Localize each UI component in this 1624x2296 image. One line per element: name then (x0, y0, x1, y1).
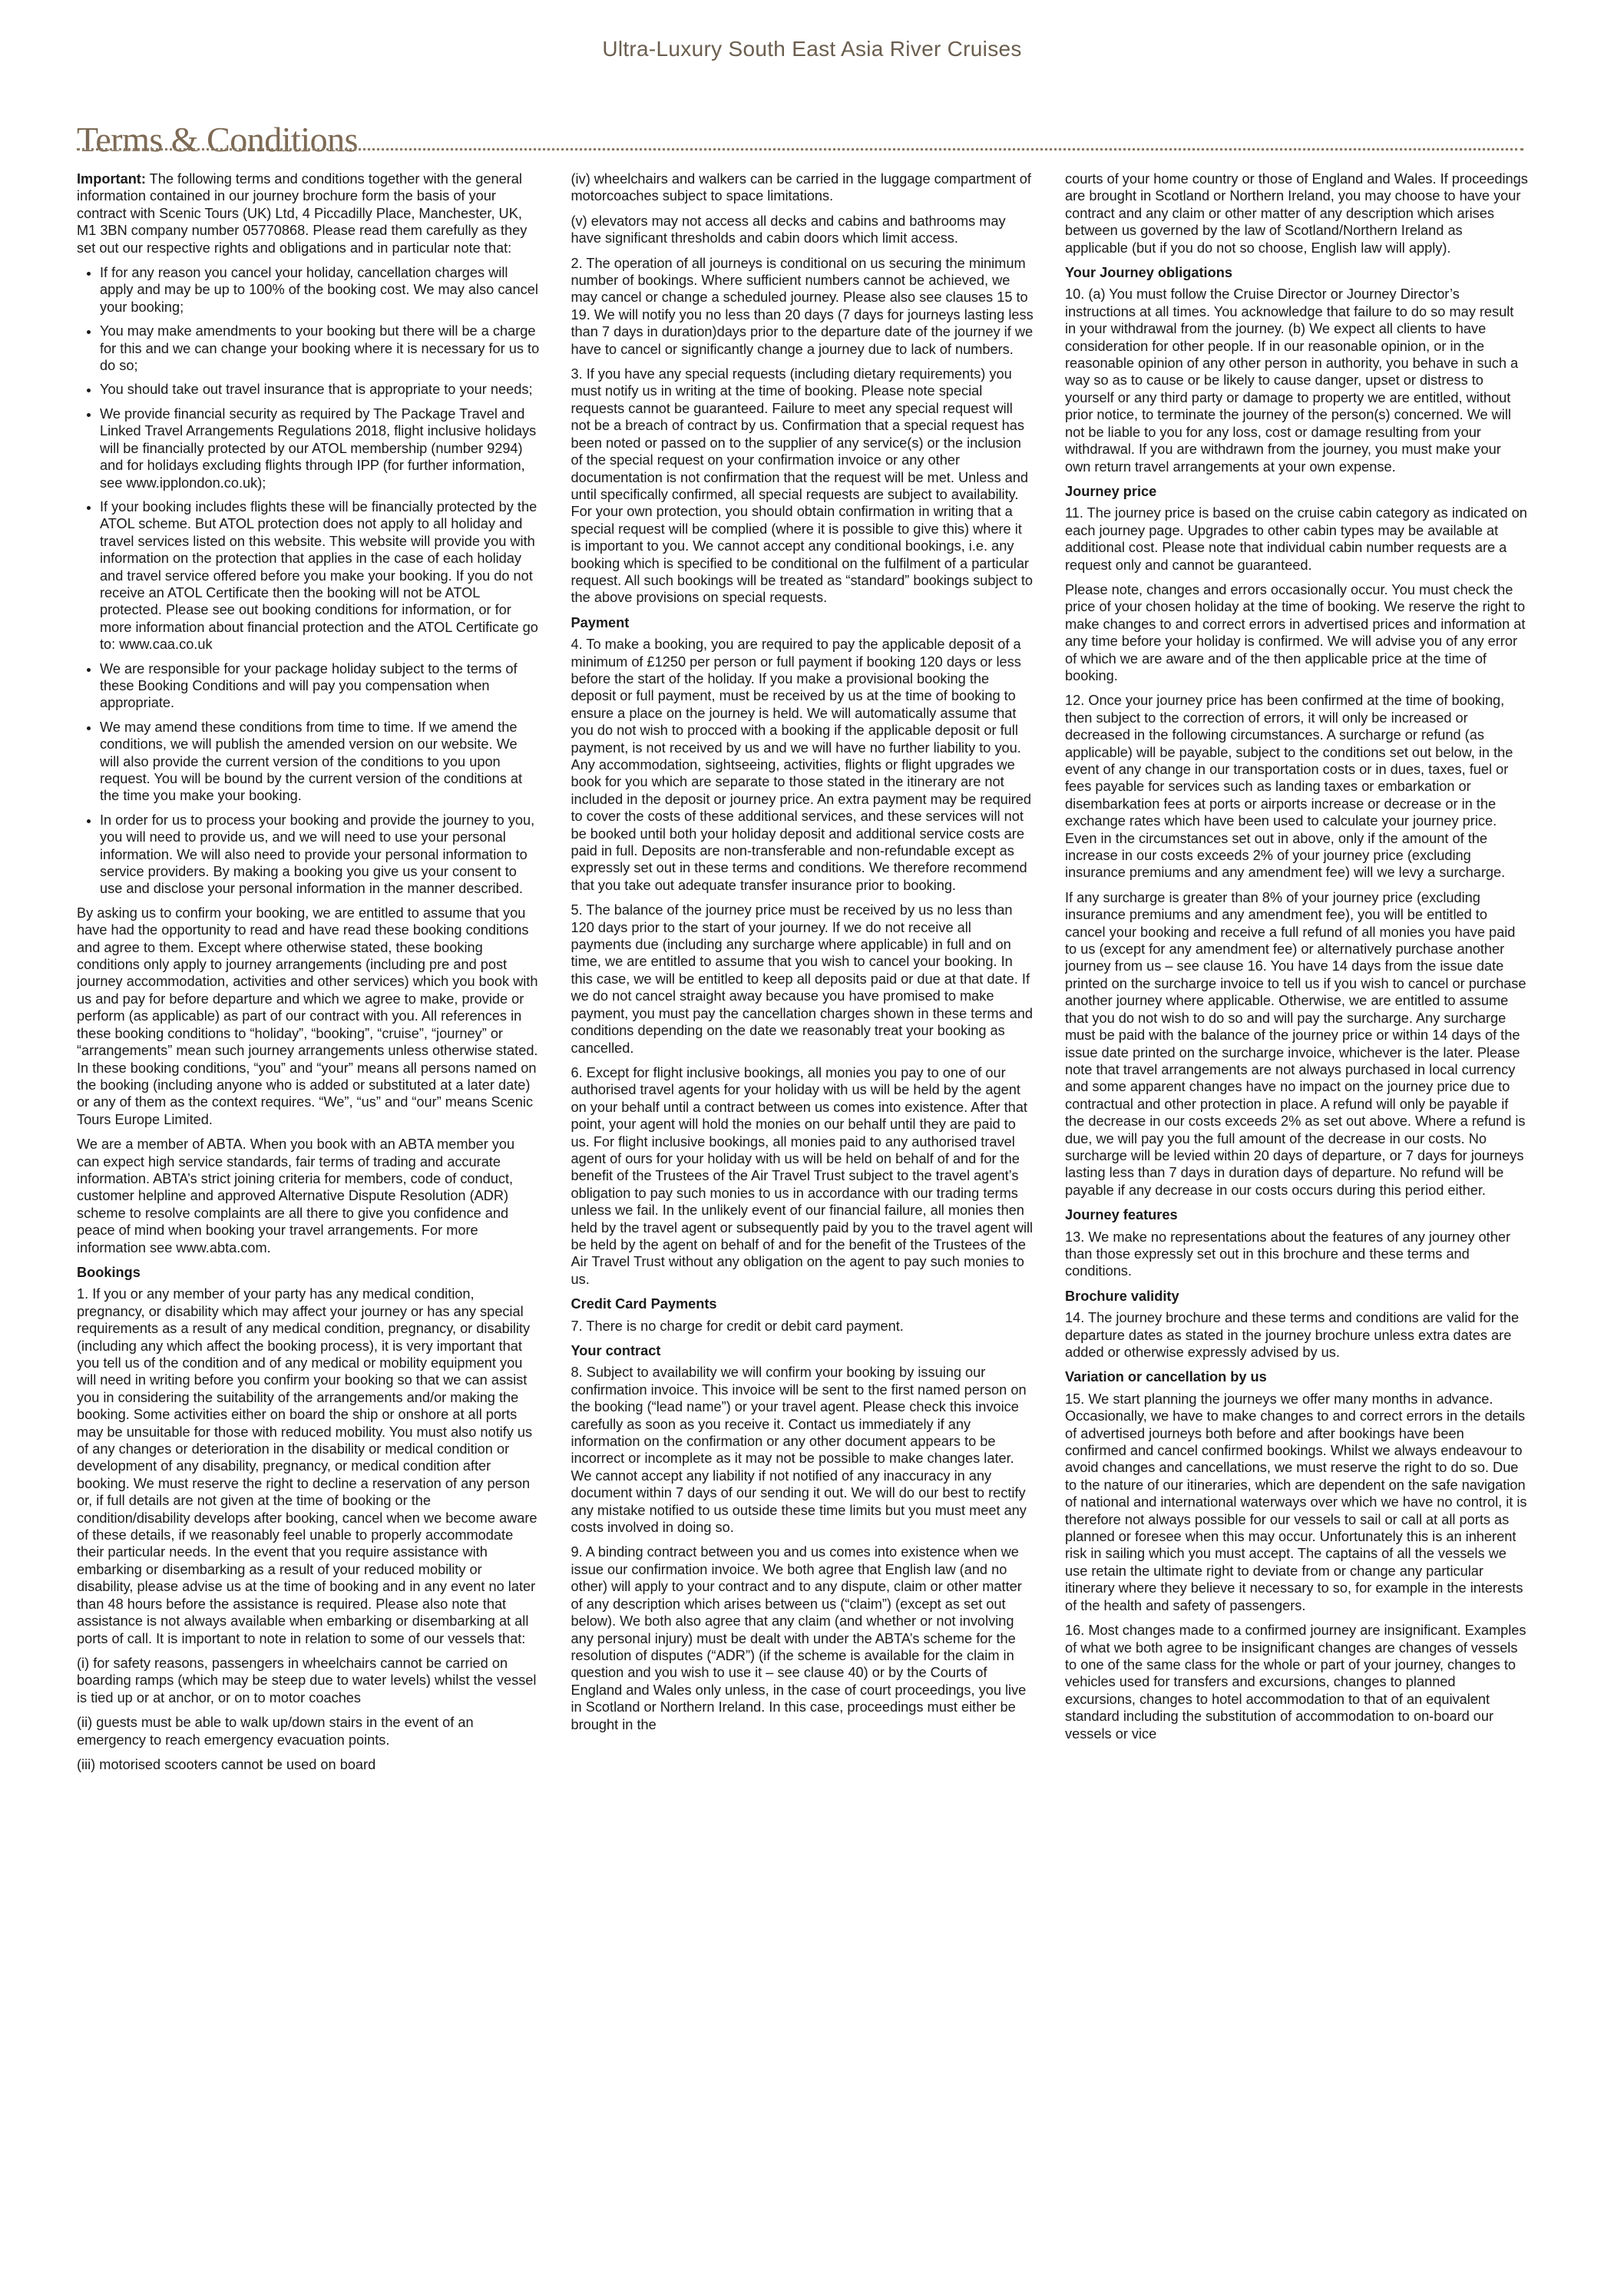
intro-paragraph (77, 170, 540, 256)
section-heading-variation: Variation or cancellation by us (1065, 1369, 1267, 1385)
intro-text: The following terms and conditions together with the general information contained in our journey brochure form the basis of your contract with Scenic Tours (UK) Ltd, 4 Piccadilly Place, Manchester, UK, M1 3BN company number 05770868. Please read them carefully as they set out our respective rights and obligations and in particular note that: (77, 171, 528, 256)
column-3 (1065, 170, 1528, 2274)
clause-1-i: (i) for safety reasons, passengers in wheelchairs cannot be carried on boarding ramps (which may be steep due to water levels) whilst the vessel is tied up or at anchor, or on to motor coaches (77, 1655, 537, 1705)
list-item: • In order for us to process your booking and provide the journey to you, you will need to provide us, and we will need to use your personal information. We will also need to provide your personal information to service providers. By making a booking you give us your consent to use and disclose your personal information in the manner described. (100, 812, 540, 898)
clause-14: 14. The journey brochure and these terms and conditions are valid for the departure dates as stated in the journey brochure unless extra dates are added or otherwise expressly advised by us. (1065, 1310, 1520, 1360)
clause-8: 8. Subject to availability we will confirm your booking by issuing our confirmation invoice. This invoice will be sent to the first named person on the booking (“lead name”) or your travel agent. Please check this invoice carefully as soon as you receive it. Contact us immediately if any information on the confirmation or any other document appears to be incorrect or incomplete as it may not be possible to make changes later. We cannot accept any liability if not notified of any inaccuracy in any document within 7 days of our sending it out. We will do our best to rectify any mistake notified to us outside these time limits but you must meet any costs involved in doing so. (571, 1365, 1027, 1536)
terms-columns (77, 170, 1528, 2274)
clause-11: 11. The journey price is based on the cruise cabin category as indicated on each journey page. Upgrades to other cabin types may be available at additional cost. Please note that individual cabin number requests are a request only and cannot be guaranteed. (1065, 505, 1527, 573)
column-1 (77, 170, 540, 2274)
section-heading-features: Journey features (1065, 1207, 1178, 1223)
section-heading-obligations: Your Journey obligations (1065, 265, 1232, 281)
clause-1-v: (v) elevators may not access all decks and cabins and bathrooms may have significant thresholds and cabin doors which limit access. (571, 213, 1006, 246)
clause-1-iv: (iv) wheelchairs and walkers can be carried in the luggage compartment of motorcoaches subject to space limitations. (571, 171, 1031, 204)
clause-7: 7. There is no charge for credit or debit card payment. (571, 1318, 904, 1334)
clause-11b: Please note, changes and errors occasionally occur. You must check the price of your chosen holiday at the time of booking. We reserve the right to make changes to and correct errors in advertised prices and information at any time before your holiday is confirmed. We will advise you of any error of which we are aware and of the then applicable price at the time of booking. (1065, 581, 1526, 683)
clause-12: 12. Once your journey price has been confirmed at the time of booking, then subject to the correction of errors, it will only be increased or decreased in the following circumstances. A surcharge or refund (as applicable) will be payable, subject to the conditions set out below, in the event of any change in our transportation costs or in dues, taxes, fuel or fees payable for services such as landing taxes or embarkation or disembarkation fees at ports or airports increase or decrease or in the exchange rates which have been used to calculate your journey price. Even in the circumstances set out in above, only if the amount of the increase in our costs exceeds 2% of your journey price (excluding insurance premiums and any amendment fee) will we levy a surcharge. (1065, 693, 1513, 881)
section-heading-bookings: Bookings (77, 1264, 141, 1280)
clause-16: 16. Most changes made to a confirmed journey are insignificant. Examples of what we both agree to be insignificant changes are changes of vessels to one of the same class for the whole or part of your journey, changes to vehicles used for transfers and excursions, changes to planned excursions, changes to hotel accommodation to that of an equivalent standard including the substitution of accommodation to on-board our vessels or vice (1065, 1623, 1526, 1742)
page-title: Terms & Conditions (77, 119, 359, 159)
clause-10: 10. (a) You must follow the Cruise Director or Journey Director’s instructions at all times. You acknowledge that failure to do so may result in your withdrawal from the journey. (b) We expect all clients to have consideration for other people. If in our reasonable opinion, or in the reasonable opinion of any other person in authority, you behave in such a way so as to cause or be likely to cause danger, upset or distress to yourself or any third party or damage to property we are entitled, without prior notice, to terminate the journey of the person(s) concerned. We will not be liable to you for any loss, cost or damage resulting from your withdrawal. If you are withdrawn from the journey, you must make your own return travel arrangements at your own expense. (1065, 286, 1519, 475)
clause-6: 6. Except for flight inclusive bookings, all monies you pay to one of our authorised travel agents for your holiday with us will be held by the agent on your behalf until a contract between us comes into existence. After that point, your agent will hold the monies on our behalf until they are paid to us. For flight inclusive bookings, all monies paid to any authorised travel agent of ours for your holiday with us will be held on behalf of and for the benefit of the Trustees of the Air Travel Trust subject to the travel agent’s obligation to pay such monies to us in accordance with our trading terms unless we fail. In the unlikely event of our financial failure, all monies then held by the travel agent or subsequently paid by you to the travel agent will be held by the agent on behalf of and for the benefit of the Trustees of the Air Travel Trust without any obligation on the agent to pay such monies to us. (571, 1064, 1034, 1287)
clause-4: 4. To make a booking, you are required to pay the applicable deposit of a minimum of £1250 per person or full payment if booking 120 days or less before the start of the holiday. If you make a provisional booking the deposit or full payment, must be received by us at the time of booking to ensure a place on the journey is held. We will automatically assume that you do not wish to procced with a booking if the applicable deposit or full payment, is not received by us and we will have no further liability to you. Any accommodation, sightseeing, activities, flights or flight upgrades we book for you which are separate to those stated in the itinerary are not included in the deposit or journey price. An extra payment may be required to cover the costs of these additional services, and these services will not be booked until both your holiday deposit and additional service costs are paid in full. Deposits are non-transferable and non-refundable except as expressly set out in these terms and conditions. We therefore recommend that you take out adequate transfer insurance prior to booking. (571, 637, 1032, 893)
key-points-list (77, 264, 540, 898)
section-heading-credit-card: Credit Card Payments (571, 1296, 717, 1312)
list-item: • You should take out travel insurance that is appropriate to your needs; (100, 381, 540, 398)
clause-9: 9. A binding contract between you and us comes into existence when we issue our confirmation invoice. We both agree that English law (and no other) will apply to your contract and to any dispute, claim or other matter of any description which arises between us (“claim”) (except as set out below). We both also agree that any claim (and whether or not involving any personal injury) must be dealt with under the ABTA’s scheme for the resolution of disputes (“ADR”) (if the scheme is available for the claim in question and you wish to use it – see clause 40) or by the Courts of England and Wales only unless, in the case of court proceedings, you live in Scotland or Northern Ireland. In this case, proceedings must either be brought in the (571, 1544, 1027, 1732)
list-item: • You may make amendments to your booking but there will be a charge for this and we can change your booking where it is necessary for us to do so; (100, 323, 540, 374)
dotted-divider (77, 148, 1523, 151)
section-heading-contract: Your contract (571, 1343, 661, 1358)
section-heading-validity: Brochure validity (1065, 1288, 1179, 1304)
clause-12b: If any surcharge is greater than 8% of your journey price (excluding insurance premiums and any amendment fee), you will be entitled to cancel your booking and receive a full refund of all monies you have paid to us (except for any amendment fee) or alternatively purchase another journey from us – see clause 16. You have 14 days from the issue date printed on the surcharge invoice to tell us if you wish to cancel or purchase another journey where applicable. Otherwise, we are entitled to assume that you do not wish to do so and will pay the surcharge. Any surcharge must be paid with the balance of the journey price or within 14 days of the issue date printed on the surcharge invoice, whichever is the later. Please note that travel arrangements are not always purchased in local currency and some apparent changes have no impact on the journey price due to contractual and other protection in place. A refund will only be payable if the decrease in our costs exceeds 2% as set out above. Where a refund is due, we will pay you the full amount of the decrease in our costs. No surcharge will be levied within 20 days of departure, or 7 days for journeys lasting less than 7 days in duration days of departure. No refund will be payable if any decrease in our costs occurs during this period either. (1065, 889, 1526, 1198)
confirm-paragraph: By asking us to confirm your booking, we are entitled to assume that you have had the opportunity to read and have read these booking conditions and agree to them. Except where otherwise stated, these booking conditions only apply to journey arrangements (including pre and post journey accommodation, activities and other services) which you book with us and pay for before departure and which we agree to make, provide or perform (as applicable) as part of our contract with you. All references in these booking conditions to “holiday”, “booking”, “cruise”, “journey” or “arrangements” mean such journey arrangements unless otherwise stated. In these booking conditions, “you” and “your” means all persons named on the booking (including anyone who is added or substituted at a later date) or any of them as the context requires. “We”, “us” and “our” means Scenic Tours Europe Limited. (77, 905, 538, 1127)
column-2 (571, 170, 1034, 2274)
list-item: • If your booking includes flights these will be financially protected by the ATOL scheme. But ATOL protection does not apply to all holiday and travel services listed on this website. This website will provide you with information on the protection that applies in the case of each holiday and travel service offered before you make your booking. If you do not receive an ATOL Certificate then the booking will not be ATOL protected. Please see out booking conditions for information, or for more information about financial protection and the ATOL Certificate go to: www.caa.co.uk (100, 498, 540, 653)
intro-label: Important: (77, 171, 146, 187)
abta-paragraph: We are a member of ABTA. When you book with an ABTA member you can expect high service standards, fair terms of trading and accurate information. ABTA’s strict joining criteria for members, code of conduct, customer helpline and approved Alternative Dispute Resolution (ADR) scheme to resolve complaints are all there to give you confidence and peace of mind when booking your travel arrangements. For more information see www.abta.com. (77, 1136, 515, 1256)
clause-3: 3. If you have any special requests (including dietary requirements) you must notify us in writing at the time of booking. Please note special requests cannot be guaranteed. Failure to meet any special request will not be a breach of contract by us. Confirmation that a special request has been noted or passed on to the supplier of any service(s) or the inclusion of the special request on your confirmation invoice or any other documentation is not confirmation that the request will be met. Unless and until specifically confirmed, all special requests are subject to availability. For your own protection, you should obtain confirmation in writing that a special request will be complied (where it is possible to give this) where it is important to you. We cannot accept any conditional bookings, i.e. any booking which is specified to be conditional on the fulfilment of a particular request. All such bookings will be treated as “standard” bookings subject to the above provisions on special requests. (571, 366, 1034, 606)
clause-5: 5. The balance of the journey price must be received by us no less than 120 days prior to the start of your journey. If we do not receive all payments due (including any surcharge where applicable) in full and on time, we are entitled to assume that you wish to cancel your booking. In this case, we will be entitled to keep all deposits paid or due at that date. If we do not cancel straight away because you have promised to make payment, you must pay the cancellation charges shown in these terms and conditions depending on the date we reasonably treat your booking as cancelled. (571, 902, 1034, 1056)
clause-9-continued: courts of your home country or those of England and Wales. If proceedings are brought in Scotland or Northern Ireland, you may choose to have your contract and any claim or other matter of any description which arises between us governed by the law of Scotland/Northern Ireland as applicable (but if you do not so choose, English law will apply). (1065, 171, 1528, 256)
clause-15: 15. We start planning the journeys we offer many months in advance. Occasionally, we have to make changes to and correct errors in the details of advertised journeys both before and after bookings have been confirmed and cancel confirmed bookings. Whilst we always endeavour to avoid changes and cancellations, we must reserve the right to do so. Due to the nature of our itineraries, which are dependent on the safe navigation of national and international waterways over which we have no control, it is therefore not always possible for our vessels to sail or call at all ports as planned or foresee when this may occur. Unfortunately this is an inherent risk in sailing which you must accept. The captains of all the vessels we use retain the ultimate right to deviate from or change any particular itinerary where they believe it necessary to so, for example in the interests of the health and safety of passengers. (1065, 1391, 1527, 1613)
section-heading-price: Journey price (1065, 483, 1157, 499)
list-item: • We are responsible for your package holiday subject to the terms of these Booking Conditions and will pay you compensation when appropriate. (100, 660, 540, 712)
clause-1-iii: (iii) motorised scooters cannot be used on board (77, 1756, 376, 1772)
clause-1: 1. If you or any member of your party has any medical condition, pregnancy, or disability which may affect your journey or has any special requirements as a result of any medical condition, pregnancy, or disability (including any which affect the booking process), it is very important that you tell us of the condition and of any medical or mobility equipment you will need in writing before you confirm your booking so that we can assist you in considering the suitability of the arrangements and/or making the booking. Some activities either on board the ship or onshore at all ports may be unsuitable for those with reduced mobility. You must also notify us of any changes or deterioration in the disability or medical condition or development of any disability, pregnancy, or medical condition after booking. We must reserve the right to decline a reservation of any person or, if full details are not given at the time of booking or the condition/disability develops after booking, cancel when we become aware of these details, if we reasonably feel unable to properly accommodate their particular needs. In the event that you require assistance with embarking or disembarking as a result of your reduced mobility or disability, please advise us at the time of booking and in any event no later than 48 hours before the assistance is required. Please also note that assistance is not always available when embarking or disembarking at all ports of call. It is important to note in relation to some of our vessels that: (77, 1286, 537, 1646)
list-item: • We provide financial security as required by The Package Travel and Linked Travel Arrangements Regulations 2018, flight inclusive holidays will be financially protected by our ATOL membership (number 9294) and for holidays excluding flights through IPP (for further information, see www.ipplondon.co.uk); (100, 405, 540, 491)
brand-header: Ultra-Luxury South East Asia River Cruises (602, 37, 1022, 61)
list-item: • We may amend these conditions from time to time. If we amend the conditions, we will publish the amended version on our website. We will also provide the current version of the conditions to you upon request. You will be bound by the current version of the conditions at the time you make your booking. (100, 719, 540, 805)
section-heading-payment: Payment (571, 614, 630, 630)
clause-13: 13. We make no representations about the features of any journey other than those expressly set out in this brochure and these terms and conditions. (1065, 1229, 1511, 1279)
clause-2: 2. The operation of all journeys is conditional on us securing the minimum number of bookings. Where sufficient numbers cannot be achieved, we may cancel or change a scheduled journey. Please also see clauses 15 to 19. We will notify you no less than 20 days (7 days for journeys lasting less than 7 days in duration)days prior to the departure date of the journey if we have to cancel or significantly change a journey due to lack of numbers. (571, 255, 1034, 357)
clause-1-ii: (ii) guests must be able to walk up/down stairs in the event of an emergency to reach emergency evacuation points. (77, 1715, 474, 1748)
list-item: • If for any reason you cancel your holiday, cancellation charges will apply and may be up to 100% of the booking cost. We may also cancel your booking; (100, 264, 540, 316)
